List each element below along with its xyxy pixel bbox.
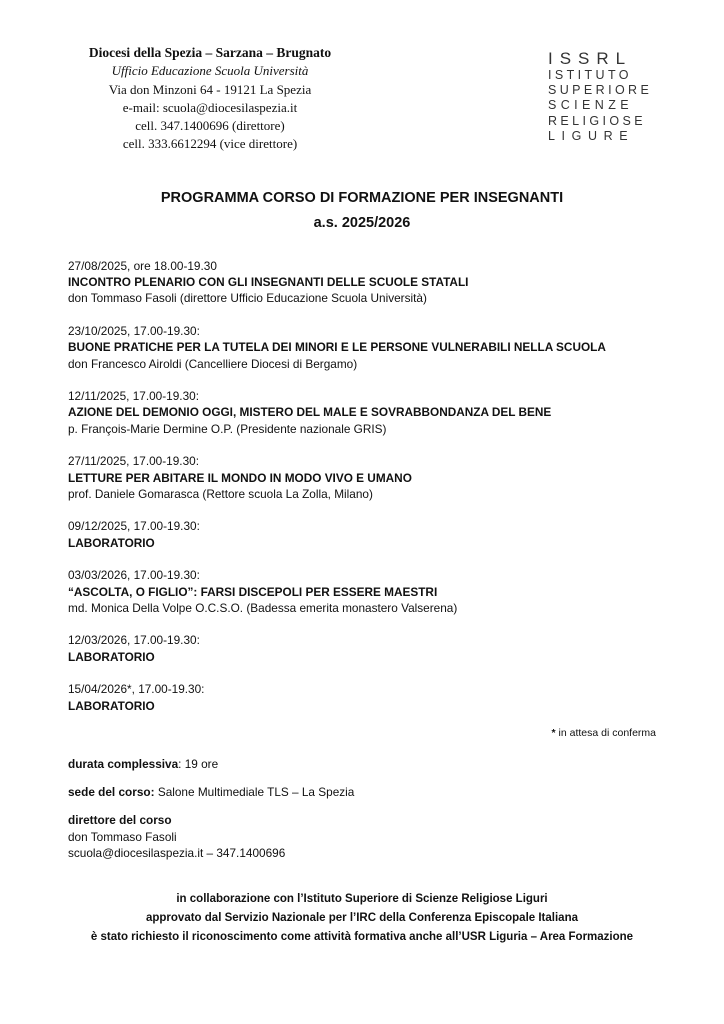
event-date: 27/08/2025, ore 18.00-19.30 — [68, 259, 217, 273]
logo-line: LIGURE — [548, 128, 635, 143]
event-date: 12/11/2025, 17.00-19.30: — [68, 389, 199, 404]
event-item — [68, 567, 668, 616]
event-item — [68, 632, 668, 664]
venue-label: sede del corso: — [68, 785, 155, 800]
logo-line: RELIGIOSE — [548, 113, 646, 128]
address: Via don Minzoni 64 - 19121 La Spezia — [108, 81, 312, 97]
venue-value: Salone Multimediale TLS – La Spezia — [154, 785, 355, 800]
letterhead — [60, 44, 360, 154]
event-title: LABORATORIO — [68, 535, 155, 550]
event-title: LETTURE PER ABITARE IL MONDO IN MODO VIVO E UMANO — [68, 470, 412, 485]
event-item — [68, 518, 668, 550]
logo-line: SCIENZE — [548, 98, 633, 113]
event-date: 03/03/2026, 17.00-19.30: — [68, 568, 200, 583]
email-line: e-mail: scuola@diocesilaspezia.it — [122, 99, 298, 115]
title-line: PROGRAMMA CORSO DI FORMAZIONE PER INSEGNANTI — [160, 190, 564, 206]
issrl-logo — [548, 50, 652, 144]
course-schedule — [68, 258, 668, 730]
event-date: 12/03/2026, 17.00-19.30: — [68, 633, 200, 648]
director-block — [68, 812, 354, 861]
footer-notes — [0, 890, 724, 947]
diocese-name: Diocesi della Spezia – Sarzana – Brugnato — [88, 45, 332, 60]
event-item — [68, 258, 668, 307]
document-title — [0, 186, 724, 236]
confirmation-note — [552, 727, 656, 739]
note-star: * — [551, 727, 556, 739]
event-speaker: prof. Daniele Gomarasca (Rettore scuola La Zolla, Milano) — [68, 486, 373, 501]
director-name: don Tommaso Fasoli — [68, 829, 177, 844]
duration-line — [68, 756, 354, 772]
event-speaker: md. Monica Della Volpe O.C.S.O. (Badessa emerita monastero Valserena) — [68, 600, 458, 615]
school-year: a.s. 2025/2026 — [313, 215, 411, 231]
footer-line: è stato richiesto il riconoscimento come attività formativa anche all’USR Liguria – Area Formazione — [90, 931, 634, 943]
event-speaker: p. François-Marie Dermine O.P. (Presidente nazionale GRIS) — [68, 421, 387, 436]
duration-value: : 19 ore — [178, 757, 219, 771]
footer-line: in collaborazione con l’Istituto Superiore di Scienze Religiose Liguri — [176, 893, 548, 905]
cell-vice-director: cell. 333.6612294 (vice direttore) — [122, 136, 298, 152]
logo-acronym: ISSRL — [548, 49, 633, 68]
footer-line: approvato dal Servizio Nazionale per l’IRC della Conferenza Episcopale Italiana — [145, 912, 578, 924]
note-text: in attesa di conferma — [555, 727, 656, 739]
event-speaker: don Tommaso Fasoli (direttore Ufficio Educazione Scuola Università) — [68, 291, 427, 306]
event-date: 23/10/2025, 17.00-19.30: — [68, 324, 200, 339]
event-title: AZIONE DEL DEMONIO OGGI, MISTERO DEL MALE E SOVRABBONDANZA DEL BENE — [68, 405, 552, 420]
director-label: direttore del corso — [68, 813, 172, 828]
event-date: 09/12/2025, 17.00-19.30: — [68, 519, 200, 534]
event-title: INCONTRO PLENARIO CON GLI INSEGNANTI DELLE SCUOLE STATALI — [68, 275, 469, 290]
logo-line: ISTITUTO — [548, 68, 632, 82]
course-info — [68, 756, 354, 873]
logo-line: SUPERIORE — [548, 83, 653, 98]
event-item — [68, 681, 668, 713]
event-date: 27/11/2025, 17.00-19.30: — [68, 454, 199, 469]
duration-label: durata complessiva — [68, 757, 179, 771]
director-contact: scuola@diocesilaspezia.it – 347.1400696 — [68, 845, 286, 860]
venue-line — [68, 784, 354, 800]
event-date: 15/04/2026*, 17.00-19.30: — [68, 682, 205, 697]
event-speaker: don Francesco Airoldi (Cancelliere Diocesi di Bergamo) — [68, 356, 358, 371]
event-title: “ASCOLTA, O FIGLIO”: FARSI DISCEPOLI PER ESSERE MAESTRI — [68, 584, 438, 599]
event-title: LABORATORIO — [68, 649, 155, 664]
event-item — [68, 388, 668, 437]
event-title: LABORATORIO — [68, 698, 155, 713]
cell-director: cell. 347.1400696 (direttore) — [135, 118, 285, 134]
office-name: Ufficio Educazione Scuola Università — [111, 63, 309, 79]
event-title: BUONE PRATICHE PER LA TUTELA DEI MINORI E LE PERSONE VULNERABILI NELLA SCUOLA — [68, 340, 606, 355]
event-item — [68, 453, 668, 502]
event-item — [68, 323, 668, 372]
